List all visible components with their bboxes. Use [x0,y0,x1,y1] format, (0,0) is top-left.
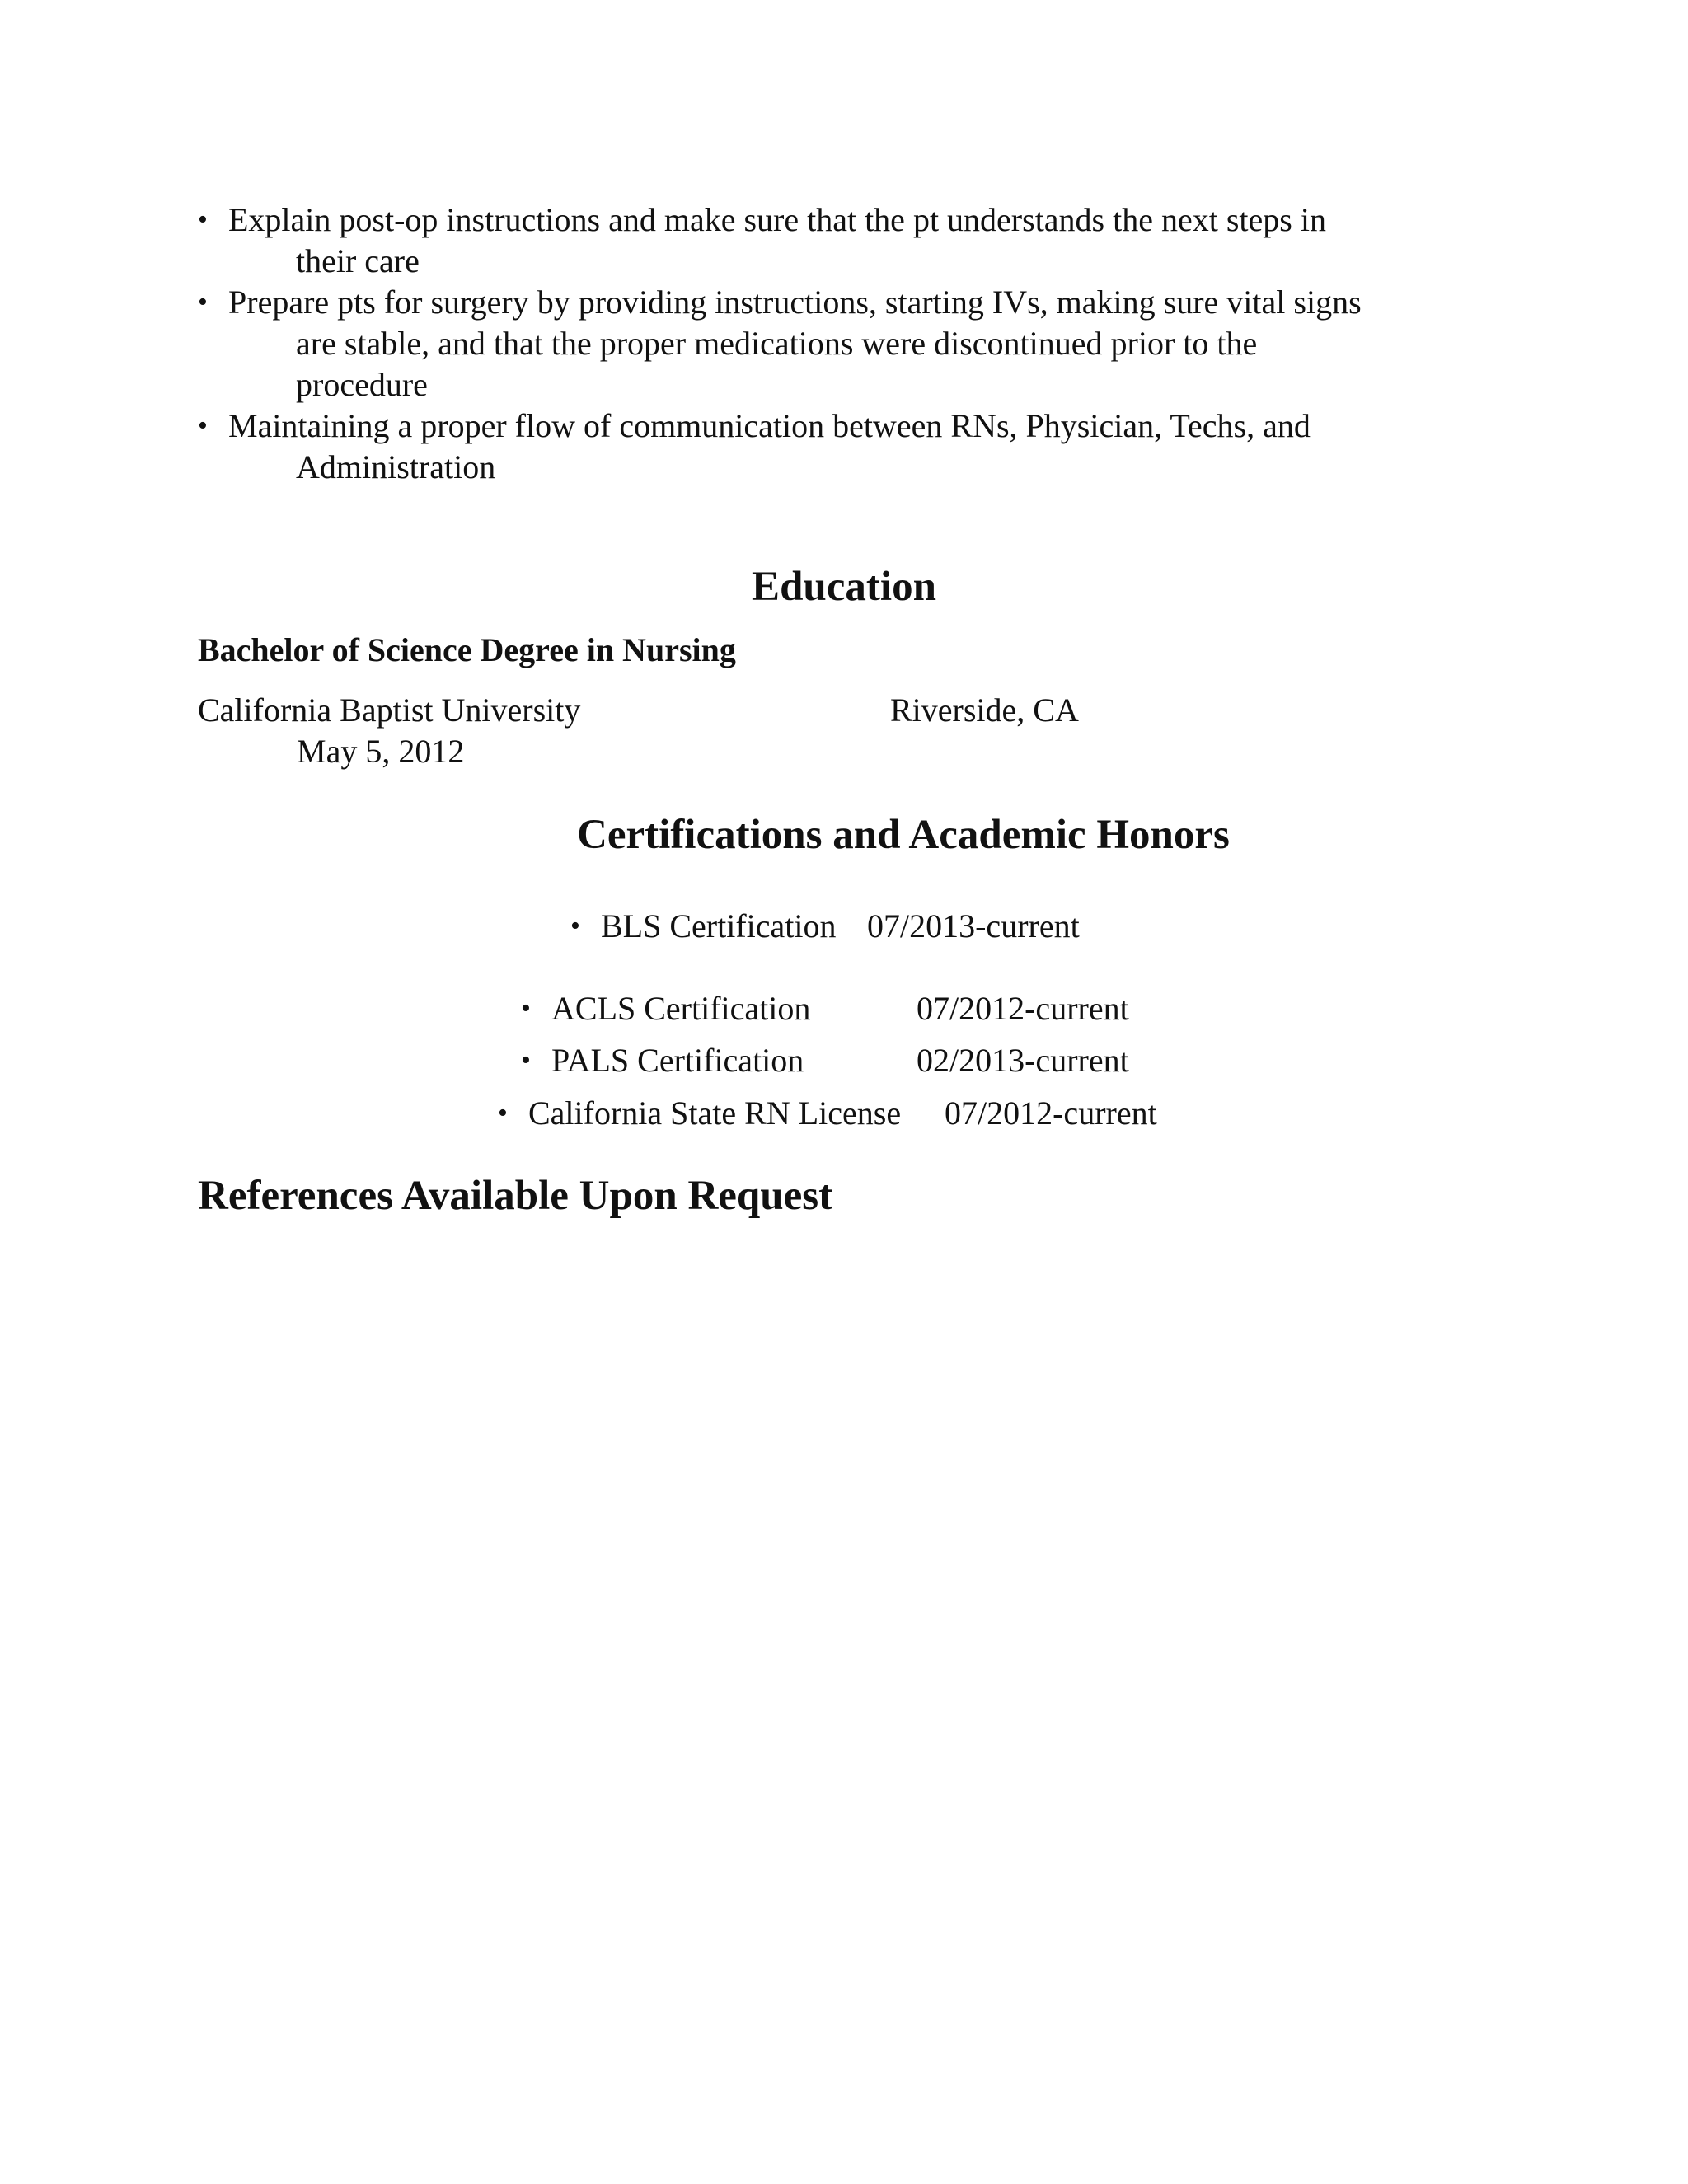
list-item [198,405,1517,488]
bullet-icon: • [498,1098,508,1128]
certification-name: PALS Certification [551,1042,804,1079]
bullet-icon: • [570,911,580,941]
duty-text-continued: procedure [296,366,428,403]
certification-date: 02/2013-current [917,1042,1129,1079]
list-item [198,282,1517,405]
duty-text-continued: Administration [296,448,496,485]
bullet-icon: • [521,993,531,1024]
graduation-date: May 5, 2012 [297,733,465,770]
degree-title: Bachelor of Science Degree in Nursing [198,631,736,668]
certification-date: 07/2012-current [945,1094,1157,1132]
bullet-icon: • [198,204,208,235]
certification-date: 07/2012-current [917,990,1129,1027]
education-heading: Education [752,564,936,610]
list-item [198,199,1517,282]
duties-list [198,199,1517,488]
certification-name: ACLS Certification [551,990,811,1027]
certification-date: 07/2013-current [867,907,1080,944]
duty-text: Explain post-op instructions and make sure that the pt understands the next steps in [228,201,1326,238]
duty-text: Prepare pts for surgery by providing instructions, starting IVs, making sure vital signs [228,284,1362,321]
school-location: Riverside, CA [890,691,1079,729]
bullet-icon: • [198,287,208,317]
school-name: California Baptist University [198,691,581,729]
certification-name: BLS Certification [601,907,837,944]
duty-text-continued: are stable, and that the proper medications were discontinued prior to the [296,325,1258,362]
bullet-icon: • [521,1045,531,1076]
certification-name: California State RN License [528,1094,902,1132]
certifications-heading: Certifications and Academic Honors [577,812,1230,858]
duty-text: Maintaining a proper flow of communication between RNs, Physician, Techs, and [228,407,1311,444]
bullet-icon: • [198,410,208,441]
duty-text-continued: their care [296,242,420,279]
references-note: References Available Upon Request [198,1173,833,1219]
